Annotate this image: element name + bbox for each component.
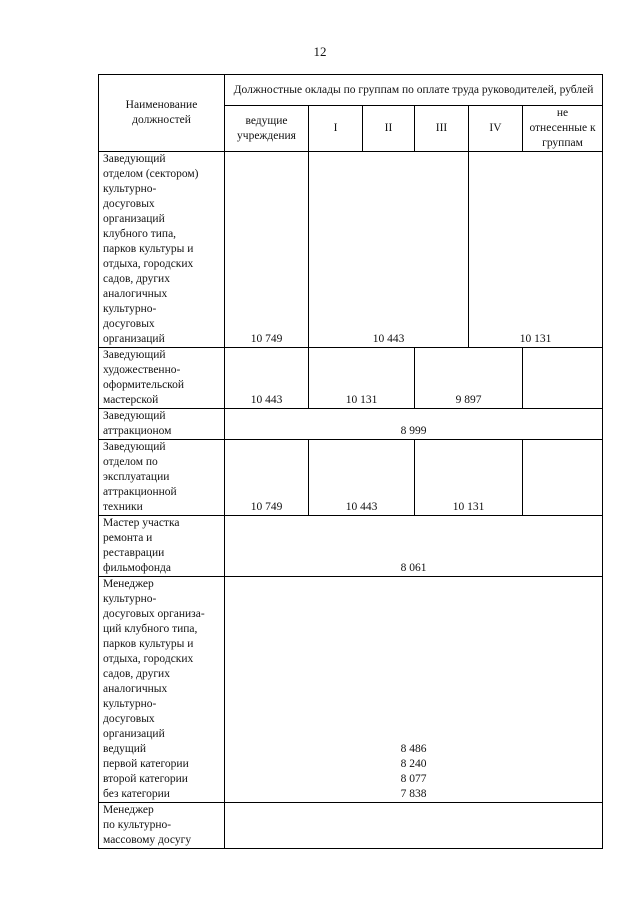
- position-name: Менеджер культурно- досуговых организа- ций клубного типа, парков культуры и отдыха, городских садов, других аналогичных культурно- досуговых организаций ведущий первой категории второй категории без категории: [99, 577, 225, 803]
- header-group-3: III: [415, 106, 469, 152]
- header-group-4: IV: [469, 106, 523, 152]
- header-leading: ведущие учреждения: [225, 106, 309, 152]
- salary-value: 10 749: [225, 440, 309, 516]
- category-list: ведущий первой категории второй категории без категории: [103, 743, 189, 800]
- empty-cell: [523, 348, 603, 409]
- position-name: Менеджер по культурно- массовому досугу: [99, 803, 225, 849]
- salary-value: [225, 803, 603, 849]
- salary-value: 8 061: [225, 516, 603, 577]
- table-row: [99, 440, 603, 516]
- salary-value: 10 131: [469, 152, 603, 348]
- salary-value: 10 131: [415, 440, 523, 516]
- salary-value-list: 8 486 8 240 8 077 7 838: [225, 577, 603, 803]
- table-row: [99, 409, 603, 440]
- salary-value: 10 749: [225, 152, 309, 348]
- position-name: Заведующий отделом (сектором) культурно- досуговых организаций клубного типа, парков культуры и отдыха, городских садов, других аналогичных культурно- досуговых организаций: [99, 152, 225, 348]
- table-row: [99, 803, 603, 849]
- table-row: [99, 152, 603, 348]
- salary-value: 8 999: [225, 409, 603, 440]
- salary-value: 9 897: [415, 348, 523, 409]
- position-name: Мастер участка ремонта и реставрации фильмофонда: [99, 516, 225, 577]
- header-group-2: II: [363, 106, 415, 152]
- table-row: [99, 516, 603, 577]
- position-name-header: Наименование должностей: [99, 75, 225, 152]
- salary-value: 10 443: [309, 152, 469, 348]
- salary-value: 10 443: [225, 348, 309, 409]
- header-unassigned: не отнесенные к группам: [523, 106, 603, 152]
- salary-value: 10 443: [309, 440, 415, 516]
- empty-cell: [523, 440, 603, 516]
- table-row: [99, 348, 603, 409]
- header-group-1: I: [309, 106, 363, 152]
- position-name: Заведующий отделом по эксплуатации аттракционной техники: [99, 440, 225, 516]
- salary-table: [98, 74, 603, 849]
- position-name: Заведующий аттракционом: [99, 409, 225, 440]
- position-name: Заведующий художественно- оформительской мастерской: [99, 348, 225, 409]
- salary-value: 10 131: [309, 348, 415, 409]
- page-number: 12: [313, 44, 327, 59]
- salary-group-header: Должностные оклады по группам по оплате труда руководителей, рублей: [225, 75, 603, 106]
- table-row: [99, 577, 603, 803]
